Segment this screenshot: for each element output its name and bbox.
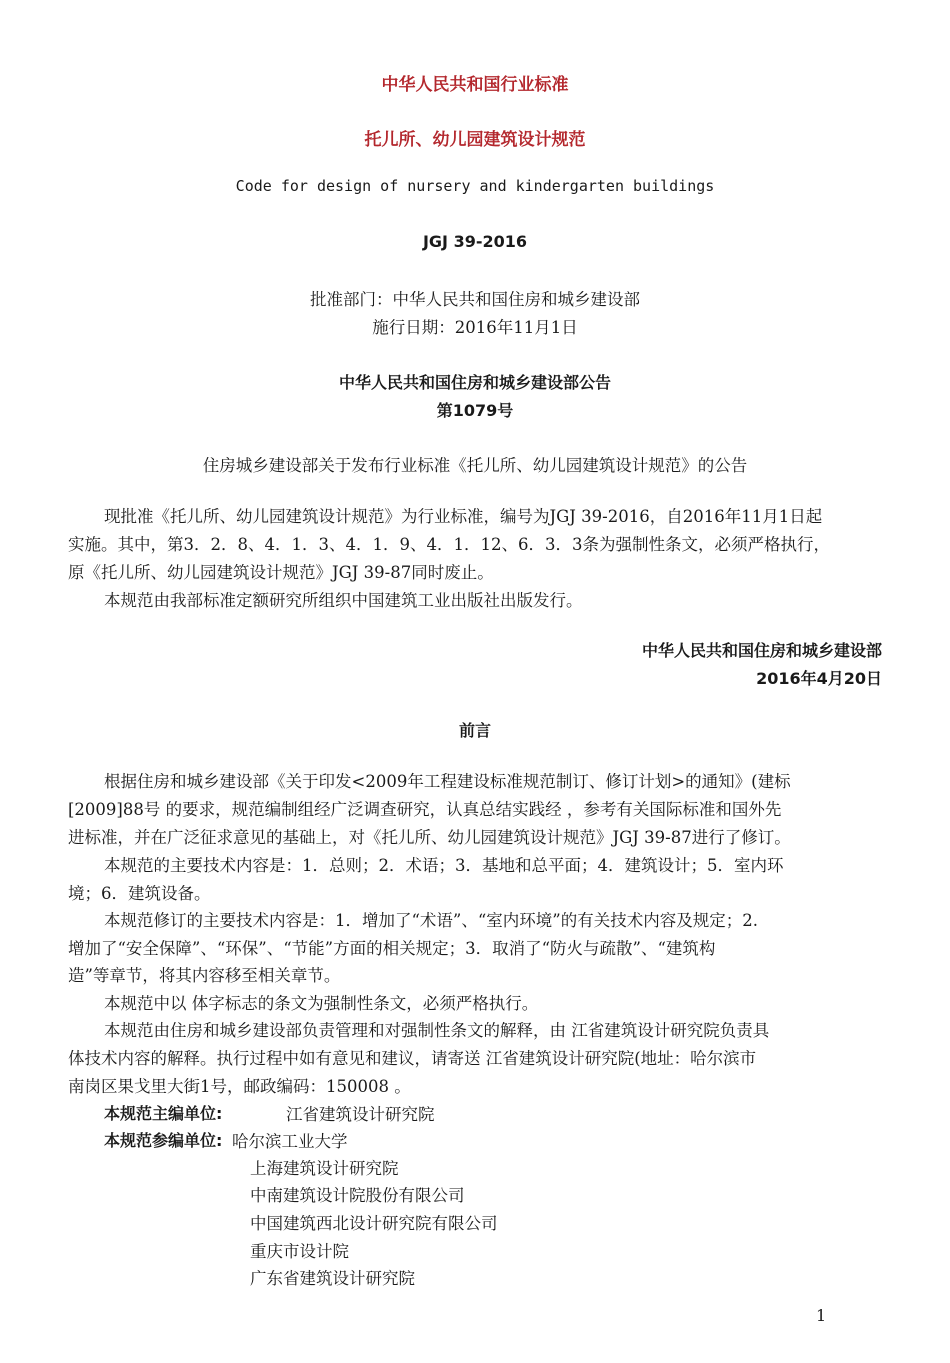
participant-unit: 哈尔滨工业大学 <box>232 1132 348 1151</box>
approval-department: 批准部门：中华人民共和国住房和城乡建设部 <box>310 290 640 309</box>
effective-date: 施行日期：2016年11月1日 <box>372 318 578 337</box>
announcement-signer: 中华人民共和国住房和城乡建设部 <box>641 641 882 660</box>
preface-p3-line3: 造”等章节，将其内容移至相关章节。 <box>68 966 341 985</box>
industry-standard-heading: 中华人民共和国行业标准 <box>381 75 569 95</box>
chief-unit: 江省建筑设计研究院 <box>286 1105 435 1124</box>
participant-unit: 中南建筑设计院股份有限公司 <box>250 1186 465 1205</box>
preface-p2-line1: 本规范的主要技术内容是：1．总则；2．术语；3．基地和总平面；4．建筑设计；5．室内环 <box>104 856 784 875</box>
announcement-heading: 中华人民共和国住房和城乡建设部公告 <box>338 373 611 392</box>
participant-unit: 广东省建筑设计研究院 <box>250 1269 415 1288</box>
announcement-date: 2016年4月20日 <box>756 669 882 688</box>
participant-unit: 上海建筑设计研究院 <box>250 1159 399 1178</box>
preface-p2-line2: 境；6．建筑设备。 <box>68 884 211 903</box>
participant-unit: 重庆市设计院 <box>250 1242 349 1261</box>
announcement-p1-line3: 原《托儿所、幼儿园建筑设计规范》JGJ 39-87同时废止。 <box>68 563 494 582</box>
preface-p4: 本规范中以 体字标志的条文为强制性条文，必须严格执行。 <box>104 994 539 1013</box>
announcement-p2: 本规范由我部标准定额研究所组织中国建筑工业出版社出版发行。 <box>104 591 583 610</box>
preface-p1-line1: 根据住房和城乡建设部《关于印发<2009年工程建设标准规范制订、修订计划>的通知》(建标 <box>104 772 791 791</box>
page-number: 1 <box>816 1306 827 1325</box>
chief-unit-label: 本规范主编单位: <box>104 1104 223 1123</box>
preface-heading: 前言 <box>458 721 491 740</box>
preface-p3-line1: 本规范修订的主要技术内容是：1．增加了“术语”、“室内环境”的有关技术内容及规定；2. <box>104 911 758 930</box>
preface-p5-line2: 体技术内容的解释。执行过程中如有意见和建议，请寄送 江省建筑设计研究院(地址：哈尔滨市 <box>68 1049 757 1068</box>
participant-unit: 中国建筑西北设计研究院有限公司 <box>250 1214 498 1233</box>
english-title: Code for design of nursery and kindergarten buildings <box>235 177 715 195</box>
announcement-subject: 住房城乡建设部关于发布行业标准《托儿所、幼儿园建筑设计规范》的公告 <box>202 456 748 475</box>
preface-p1-line3: 进标准，并在广泛征求意见的基础上，对《托儿所、幼儿园建筑设计规范》JGJ 39-87进行了修订。 <box>68 828 791 847</box>
announcement-number: 第1079号 <box>436 401 514 420</box>
preface-p5-line1: 本规范由住房和城乡建设部负责管理和对强制性条文的解释，由 江省建筑设计研究院负责具 <box>104 1021 770 1040</box>
announcement-p1-line1: 现批准《托儿所、幼儿园建筑设计规范》为行业标准，编号为JGJ 39-2016，自2016年11月1日起 <box>104 507 823 526</box>
preface-p1-line2: [2009]88号 的要求，规范编制组经广泛调查研究，认真总结实践经 ，参考有关国际标准和国外先 <box>68 800 782 819</box>
announcement-p1-line2: 实施。其中，第3．2．8、4．1．3、4．1．9、4．1．12、6．3．3条为强制性条文，必须严格执行， <box>68 535 830 554</box>
standard-code: JGJ 39-2016 <box>422 232 528 251</box>
document-title: 托儿所、幼儿园建筑设计规范 <box>364 130 586 150</box>
preface-p5-line3: 南岗区果戈里大街1号，邮政编码：150008 。 <box>68 1077 411 1096</box>
participant-units-label: 本规范参编单位: <box>104 1131 223 1150</box>
preface-p3-line2: 增加了“安全保障”、“环保”、“节能”方面的相关规定；3．取消了“防火与疏散”、“建筑构 <box>68 939 716 958</box>
